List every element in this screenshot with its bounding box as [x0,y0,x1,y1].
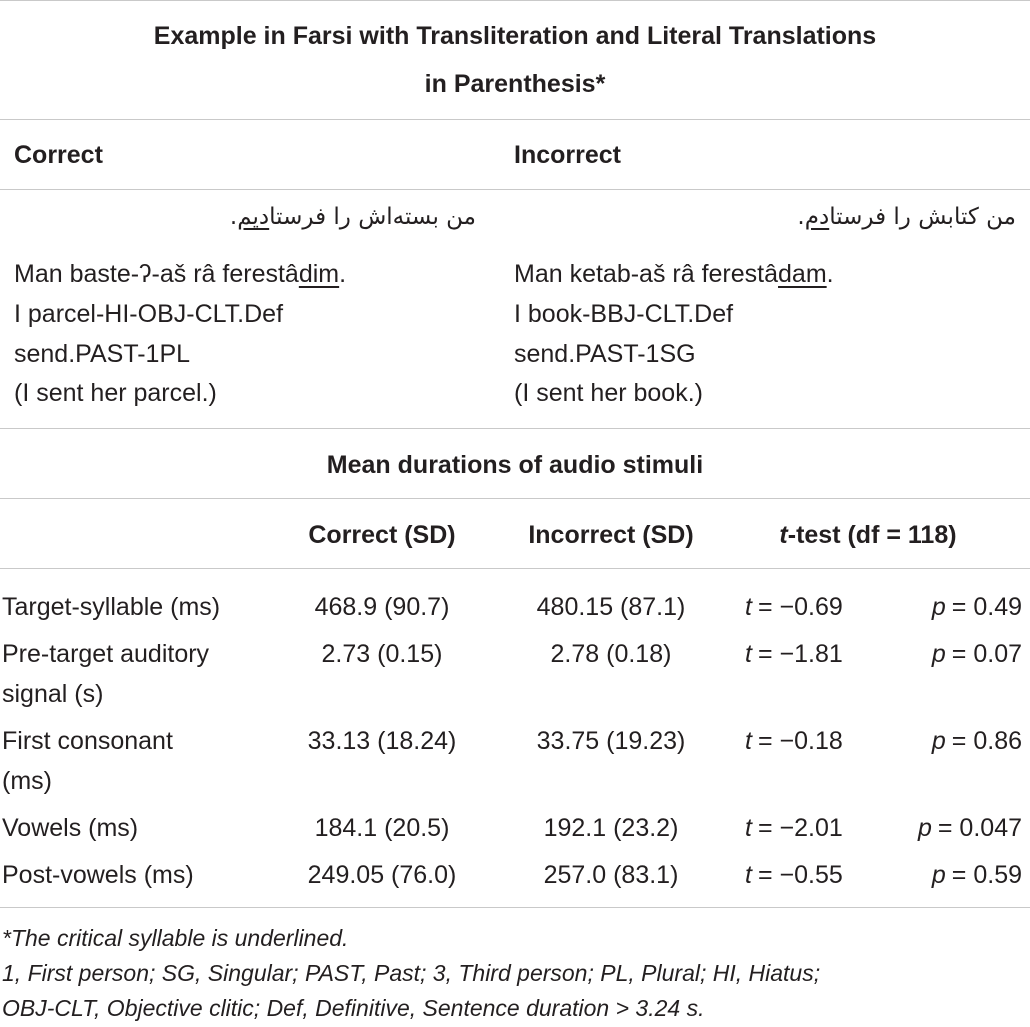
farsi-incorrect-critical-syllable: دم [804,204,830,230]
cell-correct: 2.73 (0.15) [321,640,443,668]
cell-t-value: t = −0.69 [745,593,843,621]
table-title-line1: Example in Farsi with Transliteration and Literal Translations [153,22,877,50]
row-label-continued: (ms) [2,767,52,795]
translit-incorrect-critical-syllable: dam [778,260,827,288]
cell-p-value: p = 0.047 [917,814,1022,842]
cell-t-value: t = −0.55 [745,861,843,889]
translit-correct: Man baste-ʔ-aš râ ferestâdim. [14,260,347,288]
row-label: Vowels (ms) [2,814,139,842]
row-label-continued: signal (s) [2,680,104,708]
cell-correct: 33.13 (18.24) [307,727,457,755]
translation-correct: (I sent her parcel.) [14,379,217,407]
footnote-critical-syllable: *The critical syllable is underlined. [2,925,349,951]
farsi-correct-critical-syllable: دیم [237,204,270,230]
col-header-correct: Correct (SD) [308,521,456,549]
cell-p-value: p = 0.59 [931,861,1022,889]
farsi-correct: من بسته‌اش را فرستادیم. [229,204,476,230]
footnote-abbreviations-1: 1, First person; SG, Singular; PAST, Past; 3, Third person; PL, Plural; HI, Hiatus; [2,960,821,986]
cell-t-value: t = −1.81 [745,640,843,668]
cell-incorrect: 2.78 (0.18) [550,640,672,668]
cell-incorrect: 192.1 (23.2) [543,814,679,842]
gloss1-incorrect: I book-BBJ-CLT.Def [514,300,734,328]
rule-under-header [0,189,1030,190]
cell-correct: 184.1 (20.5) [314,814,450,842]
cell-p-value: p = 0.49 [931,593,1022,621]
rule-under-data [0,907,1030,908]
row-label: Post-vowels (ms) [2,861,194,889]
farsi-incorrect: من کتابش را فرستادم. [797,204,1016,230]
row-label: Target-syllable (ms) [2,593,221,621]
col-header-ttest: t-test (df = 118) [779,521,957,549]
translit-correct-critical-syllable: dim [298,260,340,288]
table-title-line2: in Parenthesis* [424,70,606,98]
col-header-incorrect: Incorrect (SD) [528,521,694,549]
rule-top [0,0,1030,1]
cell-p-value: p = 0.07 [931,640,1022,668]
header-correct: Correct [14,141,103,169]
header-incorrect: Incorrect [514,141,621,169]
rule-under-colheaders [0,568,1030,569]
translit-incorrect: Man ketab-aš râ ferestâdam. [514,260,834,288]
row-label: First consonant [2,727,173,755]
cell-correct: 249.05 (76.0) [307,861,457,889]
cell-p-value: p = 0.86 [931,727,1022,755]
gloss2-incorrect: send.PAST-1SG [514,340,696,368]
cell-incorrect: 33.75 (19.23) [536,727,686,755]
cell-incorrect: 257.0 (83.1) [543,861,679,889]
gloss1-correct: I parcel-HI-OBJ-CLT.Def [14,300,284,328]
cell-correct: 468.9 (90.7) [314,593,450,621]
translation-incorrect: (I sent her book.) [514,379,703,407]
row-label: Pre-target auditory [2,640,210,668]
cell-incorrect: 480.15 (87.1) [536,593,686,621]
rule-under-title [0,119,1030,120]
rule-under-section [0,498,1030,499]
gloss2-correct: send.PAST-1PL [14,340,191,368]
cell-t-value: t = −2.01 [745,814,843,842]
rule-under-example [0,428,1030,429]
footnote-abbreviations-2: OBJ-CLT, Objective clitic; Def, Definitive, Sentence duration > 3.24 s. [2,995,705,1021]
cell-t-value: t = −0.18 [745,727,843,755]
section-title-durations: Mean durations of audio stimuli [326,451,704,479]
